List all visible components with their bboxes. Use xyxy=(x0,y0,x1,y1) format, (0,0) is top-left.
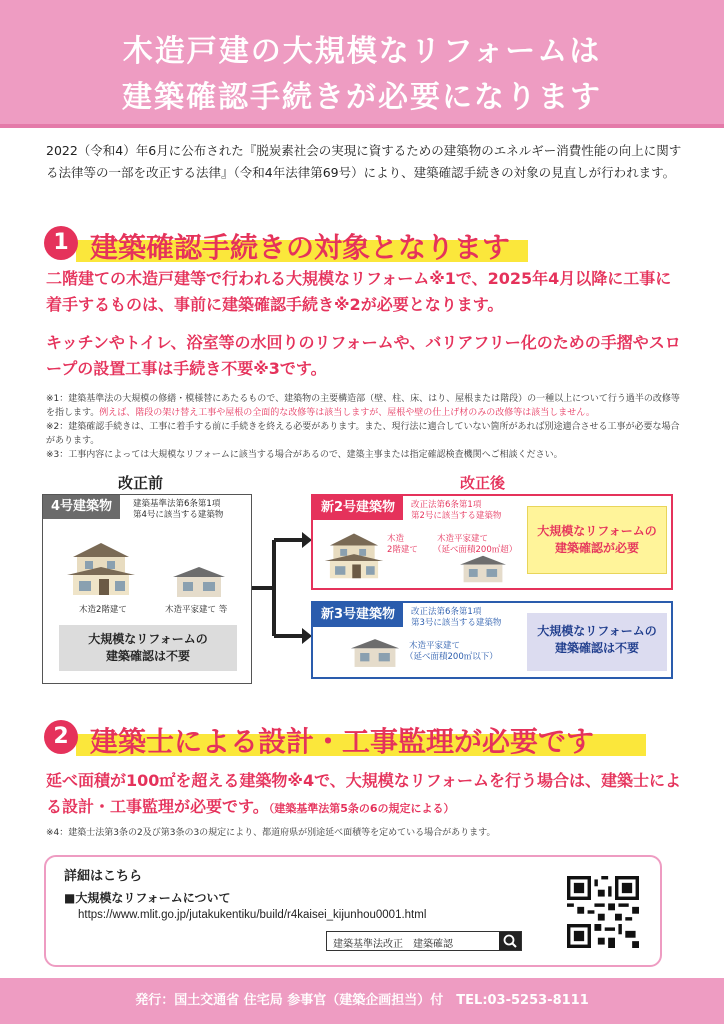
intro-text: 2022（令和4）年6月に公布された『脱炭素社会の実現に資するための建築物のエネルギー消費性能の向上に関する法律等の一部を改正する法律』（令和4年法律第69号）により、建築確認手続きの対象の見直しが行われます。 xyxy=(46,143,682,180)
header-banner xyxy=(0,0,724,128)
new2-result-line1: 大規模なリフォームの xyxy=(537,524,657,538)
before-house2-label: 木造平家建て 等 xyxy=(165,605,228,615)
new2-house1-label2: 2階建て xyxy=(387,545,418,555)
new2-house2-label2: （延べ面積200㎡超） xyxy=(433,545,518,555)
two-story-house-icon xyxy=(323,528,385,582)
page-title-line1: 木造戸建の大規模なリフォームは xyxy=(122,34,602,69)
details-heading: 詳細はこちら xyxy=(64,869,143,884)
new2-box xyxy=(311,494,673,590)
new2-result-box xyxy=(527,506,667,574)
new3-house-label2: （延べ面積200㎡以下） xyxy=(405,652,498,662)
details-url-link[interactable]: https://www.mlit.go.jp/jutakukentiku/build/r4kaisei_kijunhou0001.html xyxy=(78,909,427,921)
one-story-house-icon xyxy=(457,554,509,584)
section1-heading xyxy=(44,222,544,266)
new2-house1-label1: 木造 xyxy=(387,534,405,544)
before-result-box xyxy=(59,625,237,671)
before-sub1: 建築基準法第6条第1項 xyxy=(133,499,221,509)
section1-para1: 二階建ての木造戸建等で行われる大規模なリフォーム※1で、2025年4月以降に工事に着手するものは、事前に建築確認手続き※2が必要となります。 xyxy=(46,269,672,314)
section2-title: 建築士による設計・工事監理が必要です xyxy=(90,725,595,758)
before-house1-label: 木造2階建て xyxy=(79,605,127,615)
split-connector xyxy=(252,528,312,648)
search-text: 建築基準法改正 建築確認 xyxy=(333,939,453,950)
page-title-line2: 建築確認手続きが必要になります xyxy=(122,80,602,115)
note1 xyxy=(46,392,686,420)
new3-result-line1: 大規模なリフォームの xyxy=(537,624,657,638)
section2-para-main: 延べ面積が100㎡を超える建築物※4で、大規模なリフォームを行う場合は、建築士による設計・工事監理が必要です。 xyxy=(46,771,681,816)
qr-code-icon[interactable] xyxy=(567,876,639,948)
search-box[interactable] xyxy=(326,931,522,951)
new2-result-line2: 建築確認が必要 xyxy=(554,541,639,555)
before-result-line1: 大規模なリフォームの xyxy=(88,632,208,646)
search-button[interactable] xyxy=(499,932,521,950)
one-story-house-icon xyxy=(171,565,227,599)
new3-house-label1: 木造平家建て xyxy=(409,641,461,651)
note2: ※2：建築確認手続きは、工事に着手する前に手続きを終える必要があります。また、現行法に適合していない箇所があれば別途適合させる工事が必要な場合があります。 xyxy=(46,422,680,446)
section1-para2: キッチンやトイレ、浴室等の水回りのリフォームや、バリアフリー化のための手摺やスロープの設置工事は手続き不要※3です。 xyxy=(46,333,681,378)
details-item: ■大規模なリフォームについて xyxy=(64,891,231,905)
new3-result-line2: 建築確認は不要 xyxy=(554,641,639,655)
note4: ※4：建築士法第3条の2及び第3条の3の規定により、都道府県が別途延べ面積等を定めている場合があります。 xyxy=(46,828,496,838)
section2-para xyxy=(46,768,686,822)
new3-result-box xyxy=(527,613,667,671)
details-box xyxy=(44,855,662,967)
new3-sub2: 第3号に該当する建築物 xyxy=(411,618,502,628)
section2-para-small: （建築基準法第5条の6の規定による） xyxy=(268,802,455,815)
footer: 発行：国土交通省 住宅局 参事官（建築企画担当）付 TEL:03-5253-8111 xyxy=(0,978,724,1024)
section2-number: 2 xyxy=(44,720,78,754)
new3-tag: 新3号建築物 xyxy=(313,603,403,627)
new3-box xyxy=(311,601,673,679)
before-box xyxy=(42,494,252,684)
new3-sub1: 改正法第6条第1項 xyxy=(411,607,482,617)
new2-house2-label1: 木造平家建て xyxy=(437,534,489,544)
after-label: 改正後 xyxy=(460,474,506,492)
before-tag: 4号建築物 xyxy=(43,495,120,519)
two-story-house-icon xyxy=(65,539,137,597)
new2-sub1: 改正法第6条第1項 xyxy=(411,500,482,510)
note1-text: ※1：建築基準法の大規模の修繕・模様替にあたるもので、建築物の主要構造部（壁、柱、床、はり、屋根または階段）の一種以上について行う過半の改修等を指します。 xyxy=(46,394,680,418)
one-story-house-icon xyxy=(349,637,401,669)
note1-red-example: 例えば、階段の架け替え工事や屋根の全面的な改修等は該当しますが、 xyxy=(99,408,388,418)
note3: ※3：工事内容によっては大規模なリフォームに該当する場合があるので、建築主事または指定確認検査機関へご相談ください。 xyxy=(46,450,563,460)
new2-tag: 新2号建築物 xyxy=(313,496,403,520)
section1-number: 1 xyxy=(44,226,78,260)
new2-sub2: 第2号に該当する建築物 xyxy=(411,511,502,521)
section2-heading xyxy=(44,716,644,760)
before-result-line2: 建築確認は不要 xyxy=(105,649,190,663)
before-sub2: 第4号に該当する建築物 xyxy=(133,510,224,520)
section1-title: 建築確認手続きの対象となります xyxy=(90,231,511,264)
before-label: 改正前 xyxy=(118,474,164,492)
note1-red-exclusion: 屋根や壁の仕上げ材のみの改修等は該当しません。 xyxy=(387,408,595,418)
search-icon xyxy=(499,932,521,950)
